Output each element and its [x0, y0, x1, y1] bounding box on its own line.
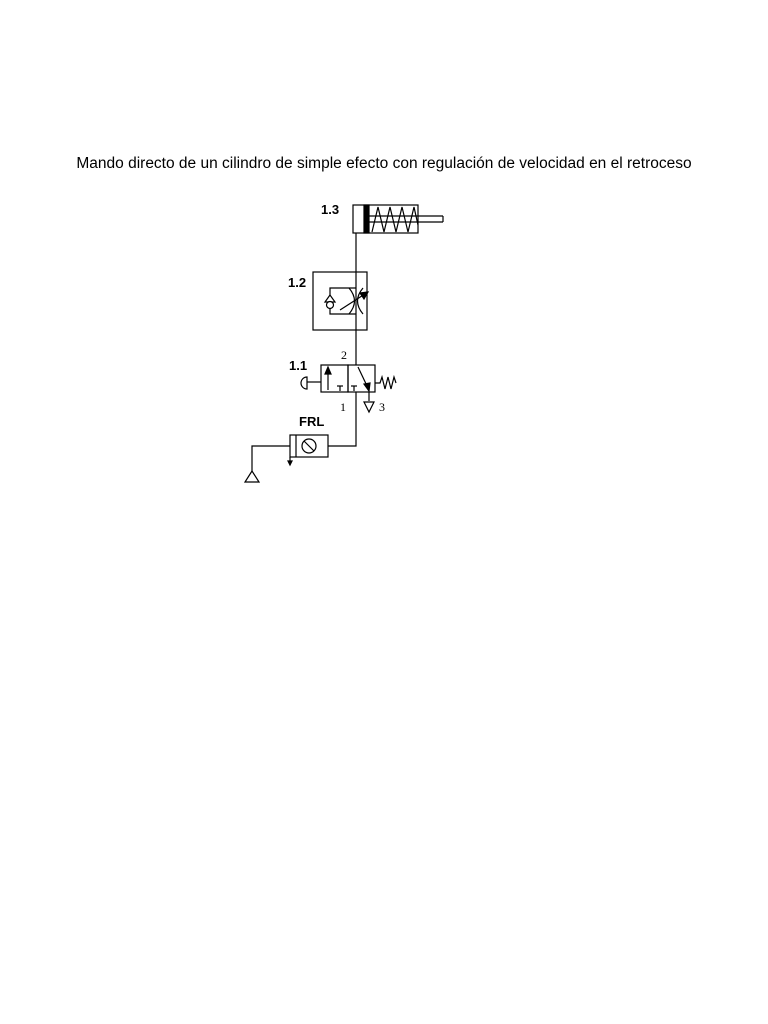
spring-return-icon: [375, 377, 396, 389]
valve-position-right: [348, 365, 375, 392]
label-port-2: 2: [341, 348, 347, 362]
label-directional-valve: 1.1: [289, 358, 308, 373]
push-button-icon: [301, 377, 307, 389]
air-line-source: [252, 446, 290, 471]
flow-valve-housing: [313, 272, 367, 330]
label-frl: FRL: [299, 414, 325, 429]
exhaust-icon: [364, 402, 374, 412]
diagram-title: Mando directo de un cilindro de simple efecto con regulación de velocidad en el retroceso: [76, 155, 692, 172]
cylinder-1-3: [353, 205, 443, 233]
frl-unit: [288, 435, 328, 465]
label-cylinder: 1.3: [321, 202, 340, 217]
cylinder-piston: [364, 205, 369, 233]
cylinder-spring: [372, 207, 418, 232]
label-flow-valve: 1.2: [288, 275, 307, 290]
label-port-1: 1: [340, 400, 346, 414]
valve-position-left: [321, 365, 348, 392]
air-source-icon: [245, 471, 259, 482]
flow-control-valve-1-2: [313, 272, 368, 330]
label-port-3: 3: [379, 400, 385, 414]
